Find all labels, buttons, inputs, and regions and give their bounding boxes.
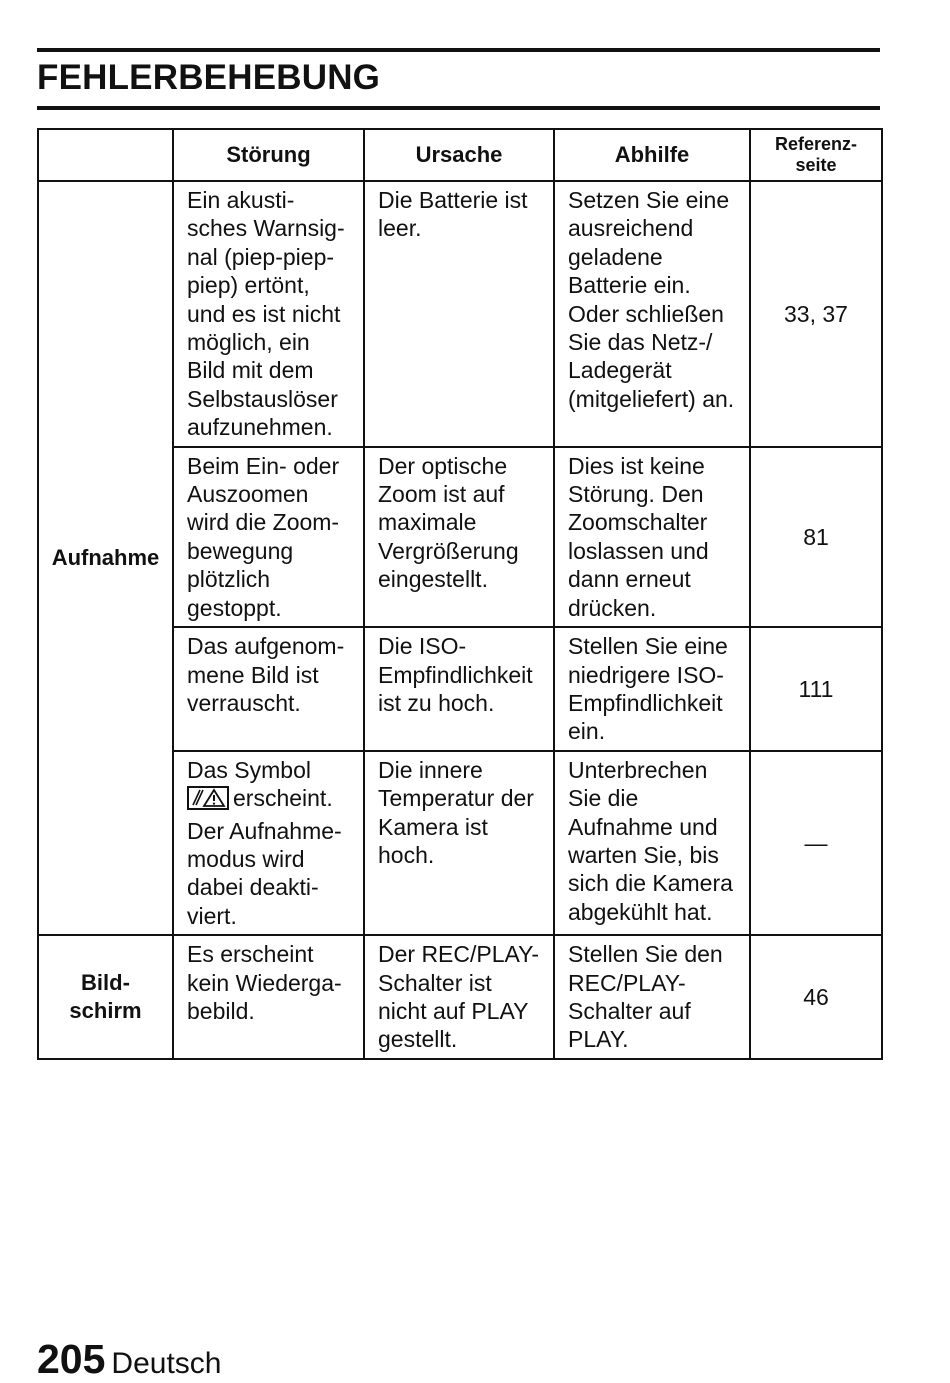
remedy-cell: Setzen Sie eine ausreichend geladene Batterie ein. Oder schließen Sie das Netz-/ Ladegerät (mitgeliefert) an. xyxy=(554,181,750,447)
header-remedy: Abhilfe xyxy=(554,129,750,181)
header-problem: Störung xyxy=(173,129,364,181)
temperature-warning-icon xyxy=(187,786,229,816)
table-header-row xyxy=(38,129,882,181)
cause-cell: Der REC/PLAY- Schalter ist nicht auf PLAY gestellt. xyxy=(364,935,554,1059)
page-title: FEHLERBEHEBUNG xyxy=(37,58,381,97)
language-label: Deutsch xyxy=(111,1347,222,1380)
troubleshooting-table xyxy=(37,128,883,1060)
remedy-cell: Stellen Sie den REC/PLAY- Schalter auf PLAY. xyxy=(554,935,750,1059)
reference-cell: 46 xyxy=(750,935,882,1059)
remedy-cell: Dies ist keine Störung. Den Zoomschalter loslassen und dann erneut drücken. xyxy=(554,447,750,627)
category-screen: Bild- schirm xyxy=(38,935,173,1059)
reference-cell: 33, 37 xyxy=(750,181,882,447)
header-reference-page: Referenz- seite xyxy=(750,129,882,181)
page-number: 205 xyxy=(37,1336,106,1382)
problem-cell xyxy=(173,751,364,935)
remedy-cell: Unterbrechen Sie die Aufnahme und warten Sie, bis sich die Kamera abgekühlt hat. xyxy=(554,751,750,935)
problem-cell: Das aufgenom- mene Bild ist verrauscht. xyxy=(173,627,364,751)
reference-cell: 81 xyxy=(750,447,882,627)
table-row xyxy=(38,181,882,447)
cause-cell: Die Batterie ist leer. xyxy=(364,181,554,447)
reference-cell: — xyxy=(750,751,882,935)
problem-text-after-icon: erscheint. Der Aufnahme- modus wird dabei deakti- viert. xyxy=(187,785,342,929)
header-category xyxy=(38,129,173,181)
cause-cell: Die ISO- Empfindlichkeit ist zu hoch. xyxy=(364,627,554,751)
title-rule-top xyxy=(37,48,880,52)
title-rule-bottom xyxy=(37,106,880,110)
cause-cell: Der optische Zoom ist auf maximale Vergrößerung eingestellt. xyxy=(364,447,554,627)
cause-cell: Die innere Temperatur der Kamera ist hoch. xyxy=(364,751,554,935)
header-cause: Ursache xyxy=(364,129,554,181)
category-recording: Aufnahme xyxy=(38,181,173,935)
table-row xyxy=(38,935,882,1059)
reference-cell: 111 xyxy=(750,627,882,751)
problem-text-before-icon: Das Symbol xyxy=(187,756,311,783)
problem-cell: Beim Ein- oder Auszoomen wird die Zoom- bewegung plötzlich gestoppt. xyxy=(173,447,364,627)
page-footer xyxy=(37,1336,221,1383)
problem-cell: Ein akusti- sches Warnsig- nal (piep-piep- piep) ertönt, und es ist nicht möglich, ein Bild mit dem Selbstauslöser aufzunehmen. xyxy=(173,181,364,447)
problem-cell: Es erscheint kein Wiederga- bebild. xyxy=(173,935,364,1059)
remedy-cell: Stellen Sie eine niedrigere ISO- Empfindlichkeit ein. xyxy=(554,627,750,751)
